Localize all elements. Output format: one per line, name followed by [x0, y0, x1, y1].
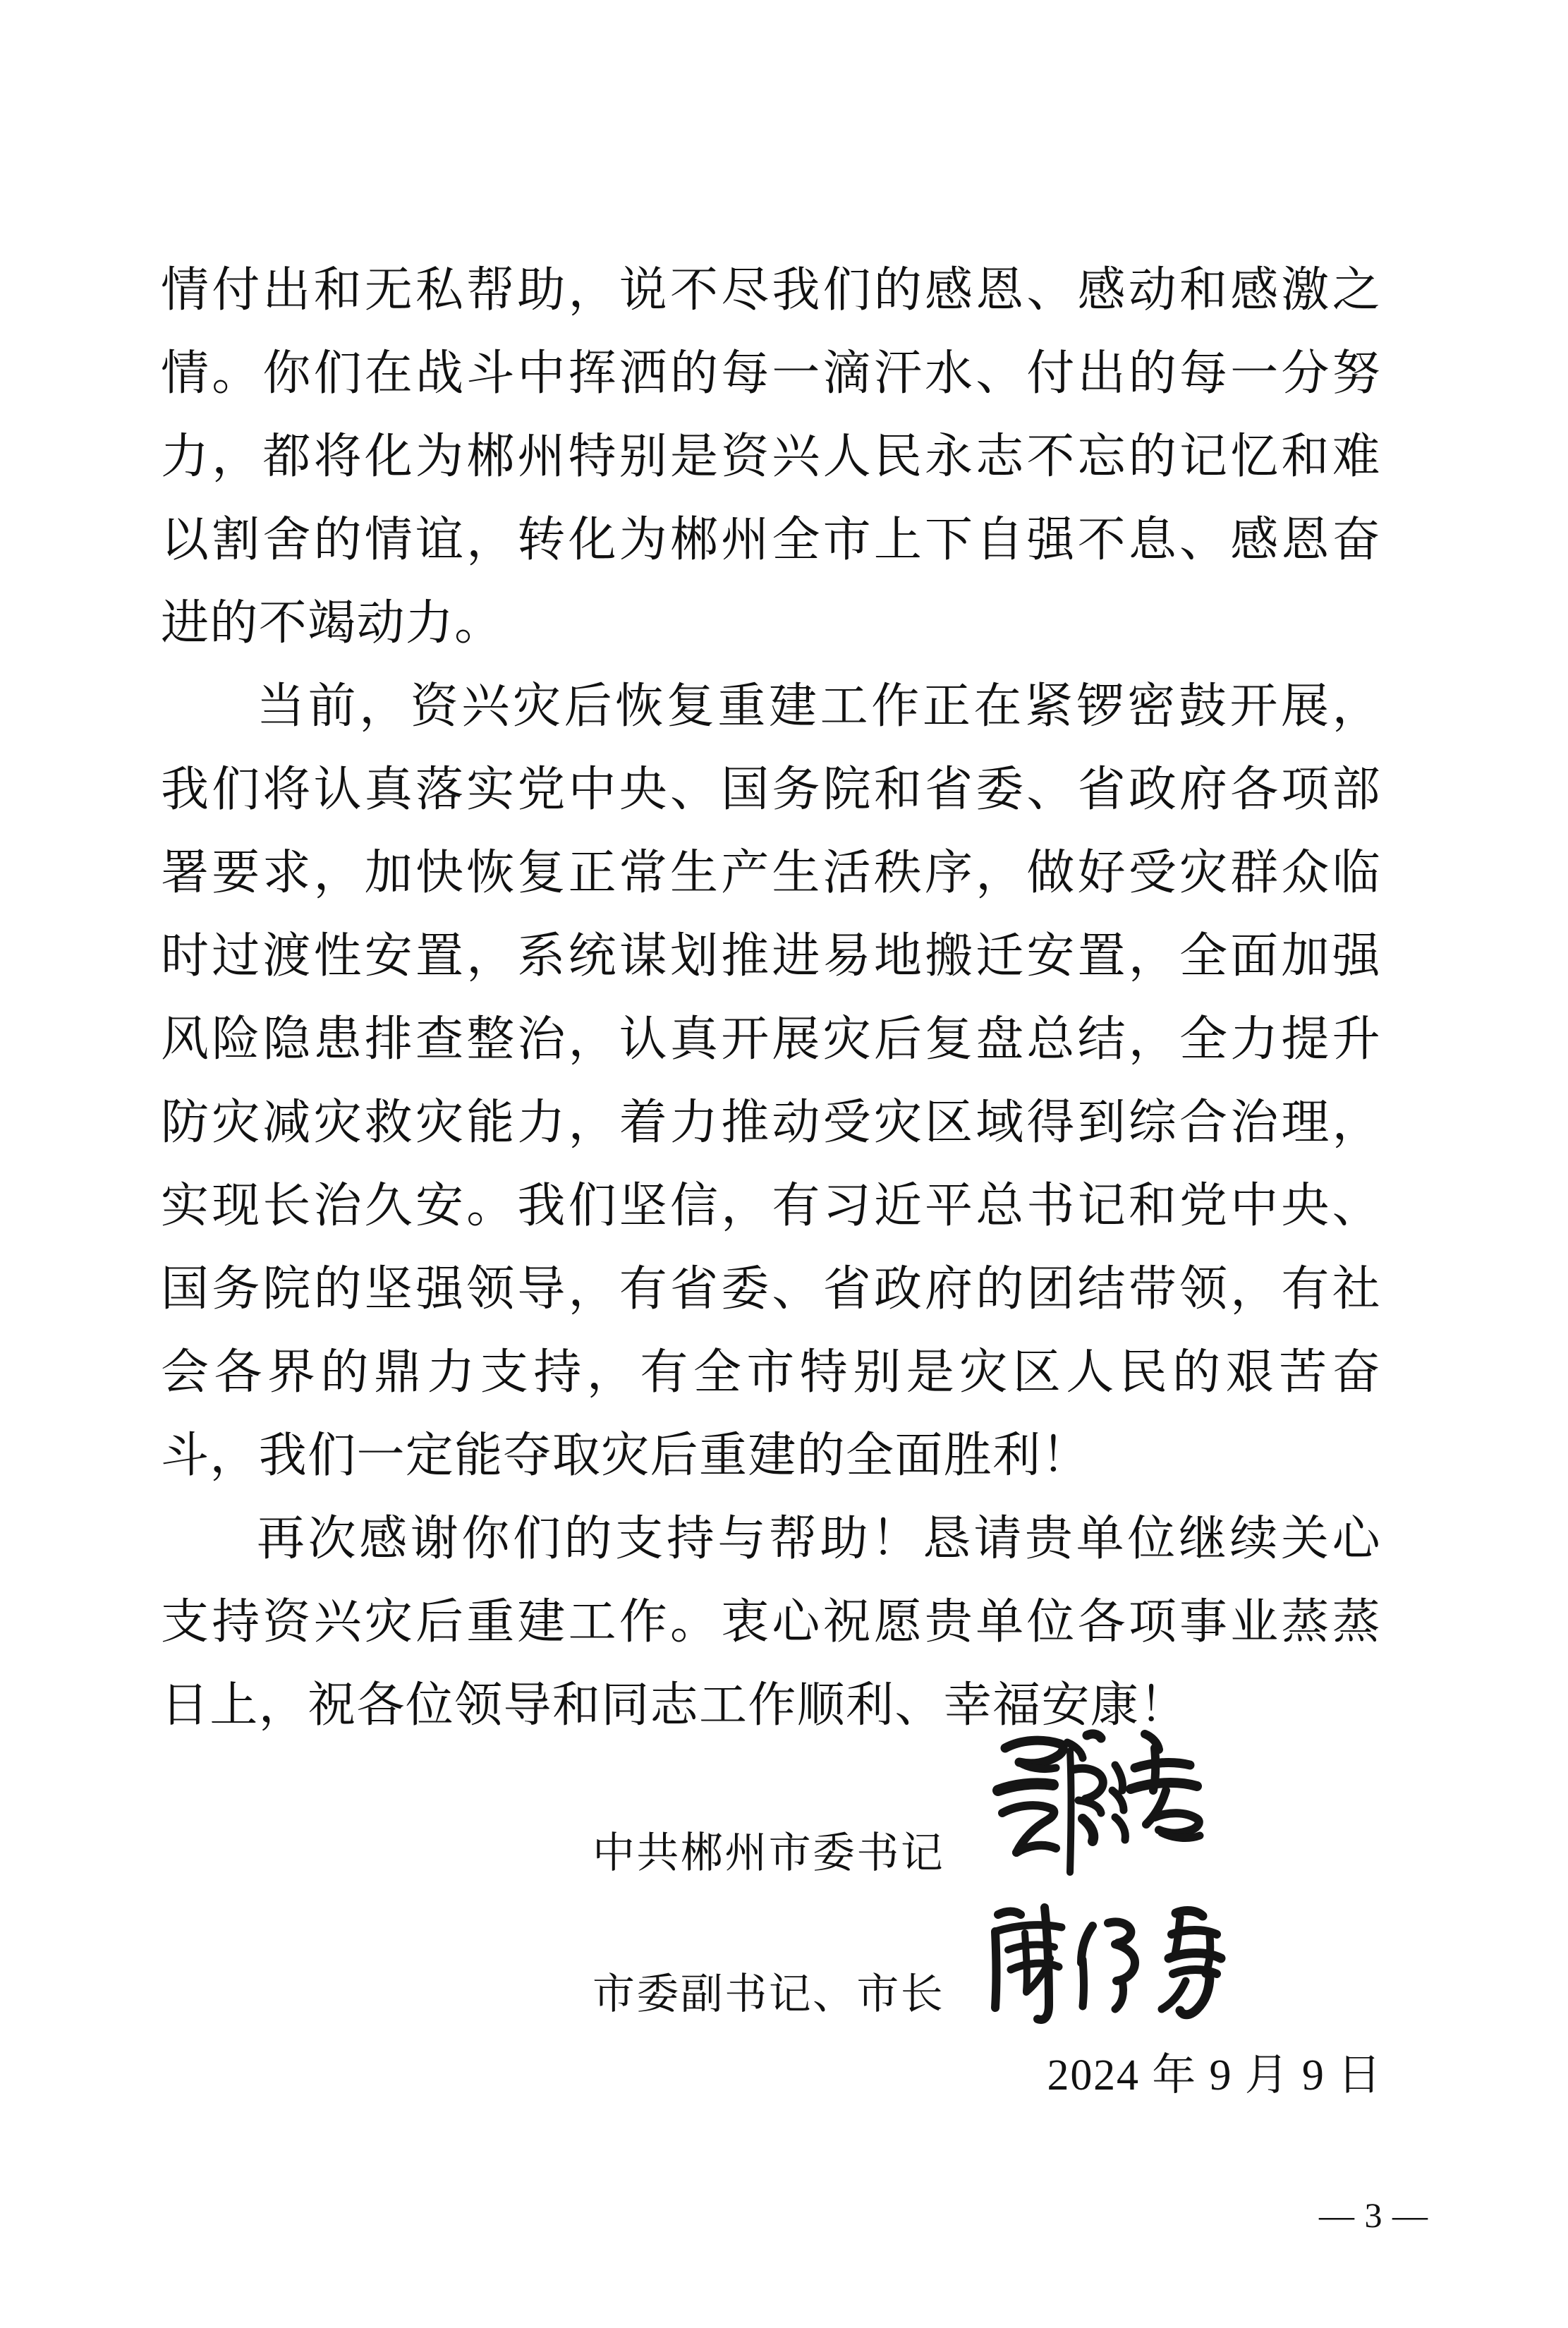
signature-block [0, 1693, 1568, 2088]
paragraph-continued: 情付出和无私帮助，说不尽我们的感恩、感动和感激之情。你们在战斗中挥洒的每一滴汗水、付出的每一分努力，都将化为郴州特别是资兴人民永志不忘的记忆和难以割舍的情谊，转化为郴州全市上下自强不息、感恩奋进的不竭动力。 [161, 263, 1381, 650]
signature-title-party-secretary: 中共郴州市委书记 [592, 1830, 945, 1877]
paragraph-current-work: 当前，资兴灾后恢复重建工作正在紧锣密鼓开展，我们将认真落实党中央、国务院和省委、省政府各项部署要求，加快恢复正常生产生活秩序，做好受灾群众临时过渡性安置，系统谋划推进易地搬迁安置，全面加强风险隐患排查整治，认真开展灾后复盘总结，全力提升防灾减灾救灾能力，着力推动受灾区域得到综合治理，实现长治久安。我们坚信，有习近平总书记和党中央、国务院的坚强领导，有省委、省政府的团结带领，有社会各界的鼎力支持，有全市特别是灾区人民的艰苦奋斗，我们一定能夺取灾后重建的全面胜利！ [161, 679, 1381, 1482]
handwritten-signature-icon-mayor [977, 1891, 1245, 2032]
letter-body [161, 248, 1381, 1747]
signature-row-mayor [592, 1891, 1245, 2019]
signature-title-mayor: 市委副书记、市长 [592, 1971, 945, 2018]
page-number: — 3 — [1319, 2195, 1428, 2235]
signature-row-party-secretary [592, 1714, 1210, 1878]
paragraph-closing-thanks: 再次感谢你们的支持与帮助！恳请贵单位继续关心支持资兴灾后重建工作。衷心祝愿贵单位各项事业蒸蒸日上，祝各位领导和同志工作顺利、幸福安康！ [161, 1512, 1381, 1732]
handwritten-signature-icon-party-secretary [977, 1714, 1210, 1891]
letter-date: 2024 年 9 月 9 日 [1047, 2051, 1382, 2099]
